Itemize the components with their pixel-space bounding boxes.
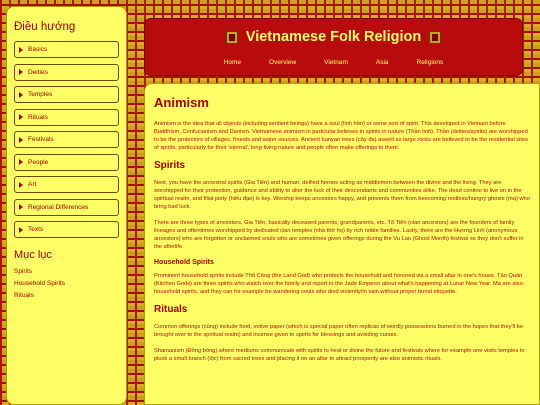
menu-item-overview[interactable]: Overview [269,59,297,66]
rituals-heading: Rituals [154,304,188,315]
sidebar-item-texts[interactable] [14,221,119,238]
sidebar [6,6,127,405]
menu-item-home[interactable]: Home [223,59,242,66]
sidebar-item-label: Festivals [28,136,54,143]
intro-paragraph: Animism is the idea that all objects (including sentient beings) have a soul (linh hồn) or some sort of spirit. This developed in Vietnam before Buddhism, Confucianism and Daoism. Vietnamese animism in particular believes in spirits in nature (Thần linh). Thần (deities/spirits) are worshipped to be the protectors of villages, forests and water sources. Ancient banyan trees (cây đa) aswell as large rocks are believed to be the residential sites of spirits, particularly for their 'eternal', long-living nature and people often make offerings to them. [154,121,528,151]
household-spirits-paragraph: Prominent household spirits include Thổ Công (the Land God) who protects the household and honored via a small altar in one's house. Táo Quân (Kitchen Gods) are three spirits who watch over the family and report to the Jade Emperor about what's happening at Lunar New Year. Ma are also household spirits, and they can for example be wandering souls who died violently/in vain without proper burial etiquette. [154,273,523,295]
sidebar-item-art[interactable] [14,176,119,193]
sidebar-item-label: Art [28,181,37,188]
spirits-paragraph-1: Next, you have the ancestral spirits (Gia Tiên) and human, deified heroes acting as middlemen between the divine and the living. They are worshipped for their protection, guidance and ability to alter the luck of their descendants and communities alike. The dead contine to live on in the spiritual realm, and filial piety (hiếu đạo) is key. Worship keeps ancestors happy, and prevents them from beecoming restless/hungry ghosts (ma) who bring bad luck. [154,180,530,210]
arrow-right-icon [19,204,23,210]
menu-item-religions[interactable]: Religions [416,59,444,66]
sidebar-item-festivals[interactable] [14,131,119,148]
sidebar-item-deities[interactable] [14,64,119,81]
sidebar-item-basics[interactable] [14,41,119,58]
site-title: Vietnamese Folk Religion [245,29,422,45]
arrow-right-icon [19,114,23,120]
toc-link-rituals[interactable]: Rituals [14,292,34,299]
spirits-heading: Spirits [154,160,186,171]
toc-link-household-spirits[interactable]: Household Spirits [14,280,65,287]
arrow-right-icon [19,69,23,75]
rituals-paragraph-1: Common offerings (cúng) include food, votive paper (which is special paper often replicas of wordly possessions burned in the hopes that they'll be brought over to the spiritual realm) and incense given to spirits for blessings and avoiding curses. [154,324,523,338]
spirits-paragraph-2: There are three types of ancestors, Gia Tiên, basically deceased parents, grandparents, etc. Tổ Tiên (clan ancestors) are the founders of family lineages and oftentimes worshipped by dedicated clan temples (nhà thờ họ) by rich noble families. Lastly, there are the Hương Linh (anonymous ancestors) who are forgotten or unclaimed souls who are sometimes given offerings during the Vu Lan (Ghost Month) festival so they don't suffer in the afterlife. [154,220,524,250]
arrow-right-icon [19,159,23,165]
sidebar-item-label: People [28,158,49,166]
arrow-right-icon [19,182,23,188]
toc-link-spirits[interactable]: Spirits [14,268,33,275]
menu-item-asia[interactable]: Asia [375,59,389,66]
rituals-paragraph-2: Shamanism (Đồng bóng) where mediums communicate with spirits to heal or divine the future and festivals where for example one visits temples to pluck a small branch (lộc) from sacred trees and placing it on an altar to attract prosperity are also animistic rituals. [154,348,525,362]
sidebar-title: Điều hướng [14,21,76,33]
page-title: Animism [154,95,209,110]
household-spirits-heading: Household Spirits [154,259,214,266]
sidebar-item-rituals[interactable] [14,109,119,126]
main-content [144,83,540,405]
arrow-right-icon [19,137,23,143]
sidebar-item-label: Texts [28,226,44,233]
sidebar-nav [14,41,119,238]
sidebar-item-regional-differences[interactable] [14,199,119,216]
emblem-icon [429,31,441,44]
sidebar-item-temples[interactable] [14,86,119,103]
menu-item-vietnam[interactable]: Vietnam [324,59,348,66]
sidebar-item-label: Basics [28,46,48,53]
sidebar-item-people[interactable] [14,154,119,171]
sidebar-item-label: Regional Differences [28,203,89,211]
toc-title: Mục lục [14,249,52,261]
sidebar-item-label: Temples [28,91,53,98]
arrow-right-icon [19,92,23,98]
arrow-right-icon [19,47,23,53]
arrow-right-icon [19,227,23,233]
header-title-row [145,29,522,45]
site-header [144,18,523,76]
sidebar-item-label: Deities [28,68,48,76]
top-menu [145,59,522,66]
emblem-icon [226,31,238,44]
sidebar-item-label: Rituals [28,113,48,121]
